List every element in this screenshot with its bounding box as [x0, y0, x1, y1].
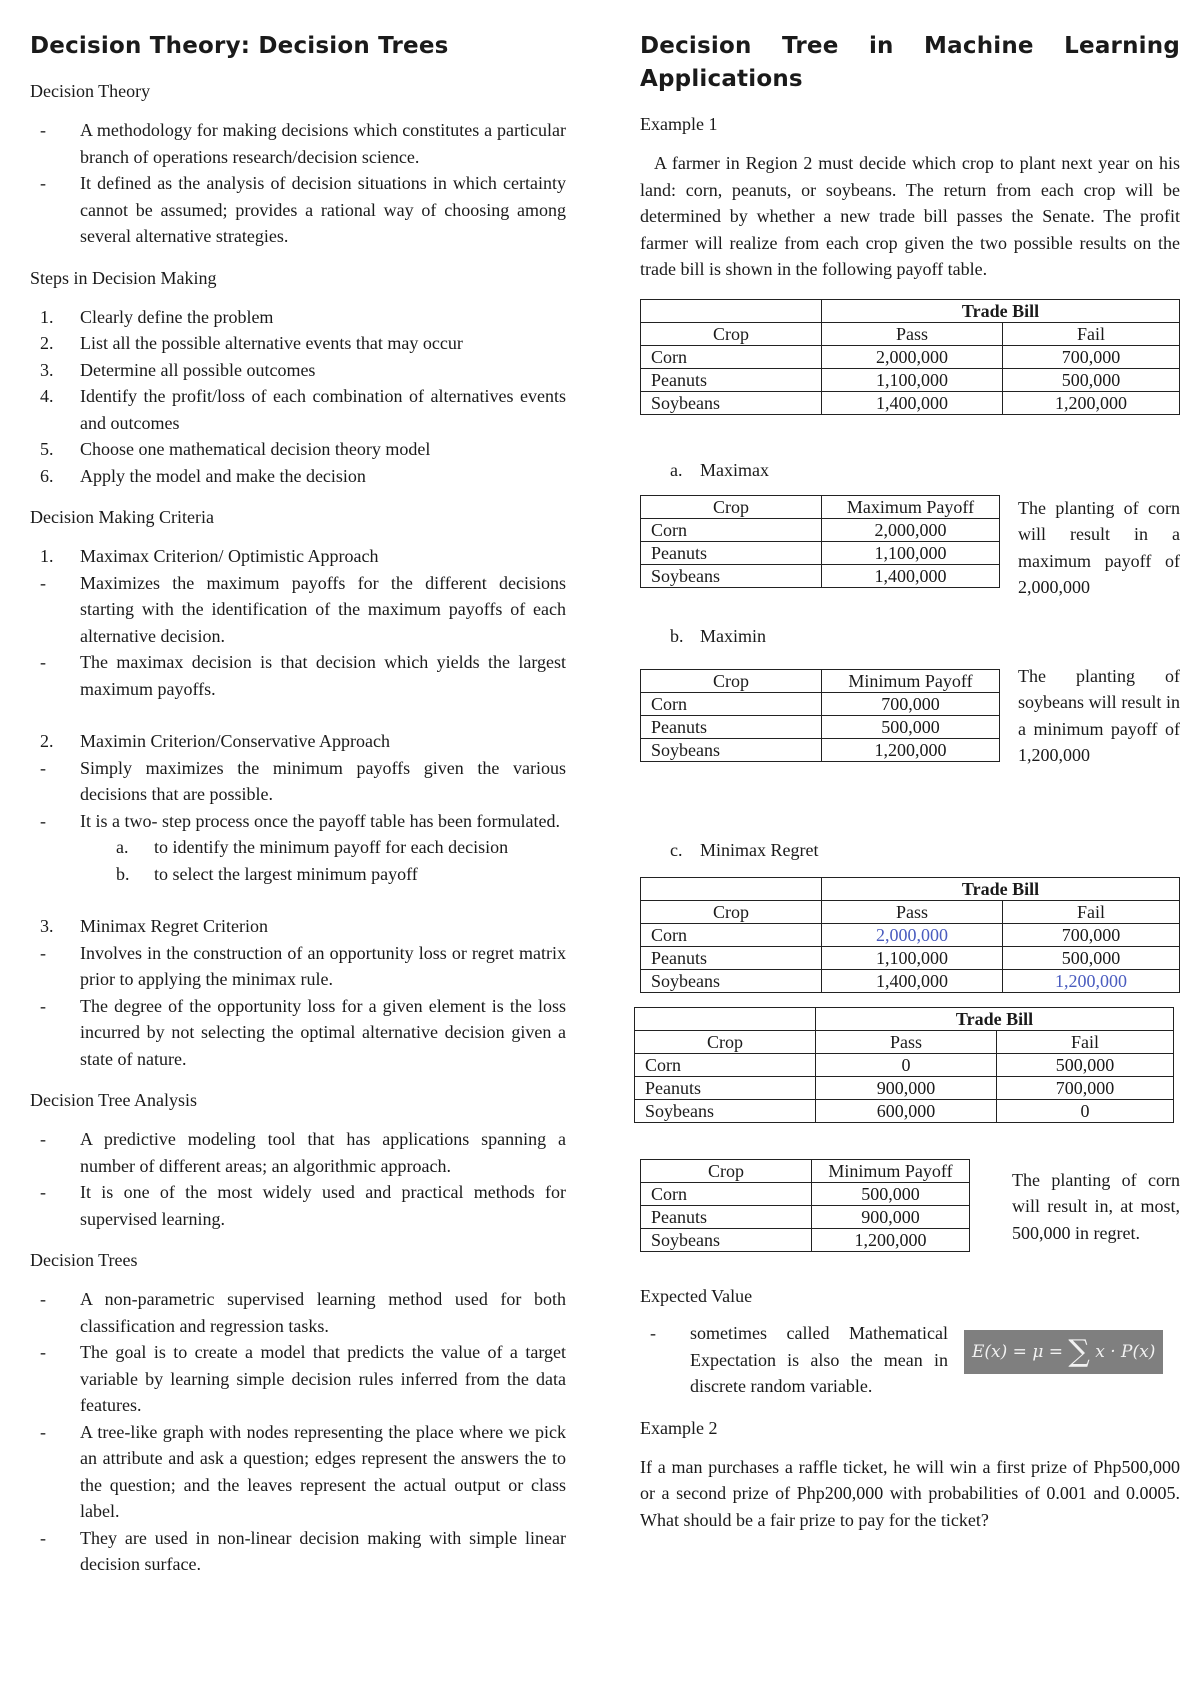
- maximin-table: [640, 669, 1000, 762]
- example-1-text: A farmer in Region 2 must decide which crop to plant next year on his land: corn, peanuts, or soybeans. The return from each crop will be determined by whether a new trade bill passes the Senate. The profit farmer will realize from each crop given the two possible results on the trade bill is shown in the following payoff table.: [640, 153, 1180, 279]
- list-item: a. to identify the minimum payoff for each decision: [116, 837, 509, 857]
- list-item: 6. Apply the model and make the decision: [40, 465, 366, 486]
- right-column: [640, 24, 1180, 1533]
- section-tree-analysis: Decision Tree Analysis: [30, 1090, 198, 1110]
- list-item: - A non-parametric supervised learning method used for both classification and regression tasks.: [40, 1289, 566, 1336]
- table-row: Soybeans 1,400,000: [641, 564, 1000, 587]
- list-item: - It defined as the analysis of decision situations in which certainty cannot be assumed; provides a rational way of choosing among several alternative strategies.: [40, 173, 566, 246]
- list-item: 1. Clearly define the problem: [40, 306, 274, 327]
- criterion-maximax: [30, 543, 566, 702]
- list-item: - sometimes called Mathematical Expectation is also the mean in discrete random variable.: [650, 1323, 948, 1396]
- list-item: - The maximax decision is that decision which yields the largest maximum payoffs.: [40, 652, 566, 699]
- maximin-conclusion: The planting of soybeans will result in a minimum payoff of 1,200,000: [1018, 665, 1180, 765]
- table-header: Crop: [641, 495, 822, 518]
- regret-payoff-table: [640, 877, 1180, 993]
- highlighted-max-value: 2,000,000: [822, 923, 1003, 946]
- list-item: 4. Identify the profit/loss of each combination of alternatives events and outcomes: [40, 386, 566, 433]
- table-header: Pass: [822, 900, 1003, 923]
- maximin-block: [640, 665, 1180, 787]
- list-item: 1. Maximax Criterion/ Optimistic Approach: [40, 546, 379, 566]
- section-steps: Steps in Decision Making: [30, 267, 217, 288]
- list-item: 5. Choose one mathematical decision theory model: [40, 439, 431, 459]
- decision-theory-list: [30, 117, 566, 250]
- list-item: - Maximizes the maximum payoffs for the different decisions starting with the identification of the maximum payoffs of each alternative decision.: [40, 572, 566, 646]
- table-header: Crop: [641, 1159, 812, 1182]
- table-header: Crop: [641, 669, 822, 692]
- table-row: Peanuts 500,000: [641, 715, 1000, 738]
- table-header: Fail: [997, 1030, 1174, 1053]
- table-row: Soybeans 1,200,000: [641, 738, 1000, 761]
- maximin-substeps: [30, 834, 566, 887]
- expected-value-block: [640, 1320, 1180, 1400]
- expected-value-list: [640, 1320, 948, 1400]
- decision-trees-list: [30, 1286, 566, 1578]
- table-row: Corn 500,000: [641, 1182, 970, 1205]
- maximax-label: a. Maximax: [670, 459, 769, 480]
- maximax-conclusion: The planting of corn will result in a maximum payoff of 2,000,000: [1018, 497, 1180, 597]
- section-criteria: Decision Making Criteria: [30, 507, 214, 527]
- list-item: - It is a two- step process once the payoff table has been formulated.: [40, 810, 561, 831]
- table-group-header: Trade Bill: [822, 877, 1180, 900]
- table-row: Peanuts 1,100,000: [641, 541, 1000, 564]
- maximax-table: [640, 495, 1000, 588]
- highlighted-max-value: 1,200,000: [1003, 969, 1180, 992]
- table-header: Fail: [1003, 322, 1180, 345]
- list-item: b. to select the largest minimum payoff: [116, 863, 418, 884]
- list-item: - The degree of the opportunity loss for a given element is the loss incurred by not selecting the optimal alternative decision given a state of nature.: [40, 995, 566, 1069]
- example-1-heading: Example 1: [640, 114, 718, 134]
- right-title: Decision Tree in Machine Learning Applications: [640, 33, 1180, 92]
- table-header: Crop: [641, 322, 822, 345]
- payoff-table: [640, 299, 1180, 415]
- table-header: Fail: [1003, 900, 1180, 923]
- left-title: Decision Theory: Decision Trees: [30, 33, 449, 59]
- table-group-header: Trade Bill: [816, 1007, 1174, 1030]
- minimax-regret-block: [640, 1159, 1180, 1265]
- list-item: - Involves in the construction of an opportunity loss or regret matrix prior to applying the minimax rule.: [40, 942, 566, 989]
- table-row: Peanuts 900,000: [641, 1205, 970, 1228]
- example-2-text: If a man purchases a raffle ticket, he will win a first prize of Php500,000 or a second prize of Php200,000 with probabilities of 0.001 and 0.0005. What should be a fair prize to pay for the ticket?: [640, 1456, 1180, 1530]
- table-row: Corn 2,000,000: [641, 518, 1000, 541]
- table-header: Minimum Payoff: [822, 669, 1000, 692]
- table-row: Soybeans 1,400,000 1,200,000: [641, 969, 1180, 992]
- table-header: Crop: [635, 1030, 816, 1053]
- list-item: - The goal is to create a model that predicts the value of a target variable by learning simple decision rules inferred from the data features.: [40, 1342, 566, 1415]
- minimax-regret-label: c. Minimax Regret: [670, 839, 819, 860]
- criterion-minimax-regret: [30, 913, 566, 1072]
- maximin-label: b. Maximin: [670, 625, 766, 646]
- list-item: - A methodology for making decisions which constitutes a particular branch of operations research/decision science.: [40, 120, 566, 167]
- expected-value-formula: E(x) = μ = ∑ x · P(x): [964, 1330, 1163, 1374]
- table-row: Peanuts 1,100,000 500,000: [641, 946, 1180, 969]
- list-item: 2. List all the possible alternative events that may occur: [40, 333, 463, 353]
- table-header: Crop: [641, 900, 822, 923]
- list-item: - A predictive modeling tool that has applications spanning a number of different areas; an algorithmic approach.: [40, 1129, 566, 1176]
- table-row: Soybeans 600,000 0: [635, 1099, 1174, 1122]
- table-row: Corn 700,000: [641, 692, 1000, 715]
- table-row: Corn 2,000,000 700,000: [641, 345, 1180, 368]
- list-item: - It is one of the most widely used and practical methods for supervised learning.: [40, 1182, 566, 1229]
- list-item: 3. Minimax Regret Criterion: [40, 916, 268, 936]
- section-decision-trees: Decision Trees: [30, 1250, 138, 1270]
- expected-value-heading: Expected Value: [640, 1286, 753, 1306]
- criterion-maximin: [30, 728, 566, 834]
- table-row: Peanuts 1,100,000 500,000: [641, 368, 1180, 391]
- table-header: Maximum Payoff: [822, 495, 1000, 518]
- tree-analysis-list: [30, 1126, 566, 1232]
- maximax-block: [640, 495, 1180, 619]
- table-row: Soybeans 1,200,000: [641, 1228, 970, 1251]
- table-header: Pass: [822, 322, 1003, 345]
- left-column: [30, 24, 566, 1578]
- list-item: - They are used in non-linear decision making with simple linear decision surface.: [40, 1527, 566, 1574]
- minimax-regret-conclusion: The planting of corn will result in, at most, 500,000 in regret.: [1012, 1169, 1180, 1243]
- example-2-heading: Example 2: [640, 1417, 718, 1438]
- list-item: 2. Maximin Criterion/Conservative Approach: [40, 731, 390, 751]
- table-header: Minimum Payoff: [812, 1159, 970, 1182]
- table-row: Peanuts 900,000 700,000: [635, 1076, 1174, 1099]
- table-group-header: Trade Bill: [822, 299, 1180, 322]
- steps-list: [30, 304, 566, 490]
- table-row: Corn 0 500,000: [635, 1053, 1174, 1076]
- list-item: - Simply maximizes the minimum payoffs given the various decisions that are possible.: [40, 757, 566, 804]
- table-row: Soybeans 1,400,000 1,200,000: [641, 391, 1180, 414]
- table-row: Corn 2,000,000 700,000: [641, 923, 1180, 946]
- list-item: - A tree-like graph with nodes representing the place where we pick an attribute and ask a question; edges represent the answers the to the question; and the leaves represent the actual output or class label.: [40, 1421, 566, 1521]
- section-decision-theory: Decision Theory: [30, 81, 151, 101]
- minimax-regret-table: [640, 1159, 970, 1252]
- table-header: Pass: [816, 1030, 997, 1053]
- regret-matrix-table: [634, 1007, 1174, 1123]
- list-item: 3. Determine all possible outcomes: [40, 359, 316, 380]
